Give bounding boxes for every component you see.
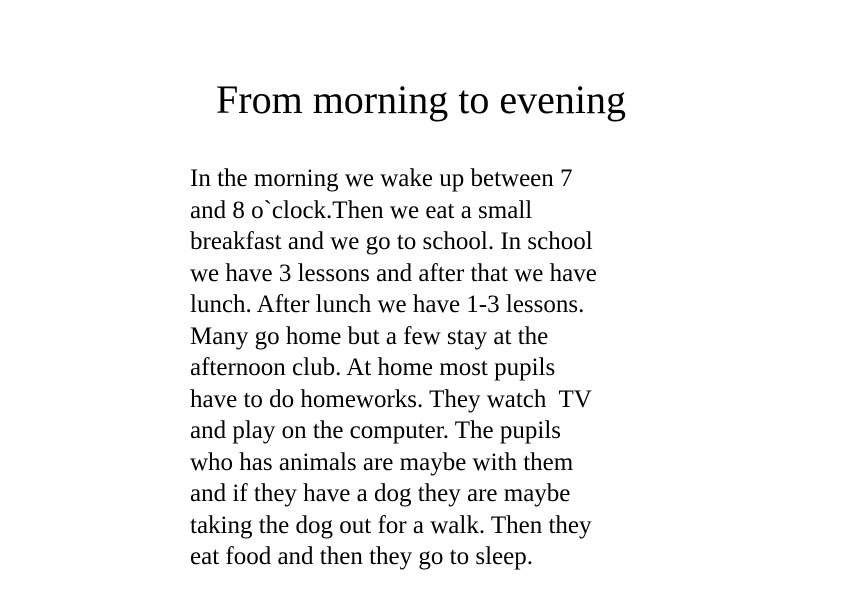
text-line: breakfast and we go to school. In school [190,228,593,255]
text-line: lunch. After lunch we have 1-3 lessons. [190,291,585,318]
text-line: who has animals are maybe with them [190,448,574,476]
text-line: In the morning we wake up between 7 [190,165,573,192]
text-line: taking the dog out for a walk. Then they [190,511,592,539]
text-line: eat food and then they go to sleep. [190,543,533,570]
text-line: afternoon club. At home most pupils [190,354,556,381]
body-paragraph [190,163,660,573]
text-line: and 8 o`clock.Then we eat a small [190,196,533,224]
text-line: Many go home but a few stay at the [190,322,549,350]
text-line: and play on the computer. The pupils [190,417,561,444]
text-line: we have 3 lessons and after that we have [190,259,597,287]
page-title: From morning to evening [216,77,626,122]
text-line: and if they have a dog they are maybe [190,480,571,507]
text-line: have to do homeworks. They watch TV [190,385,592,413]
